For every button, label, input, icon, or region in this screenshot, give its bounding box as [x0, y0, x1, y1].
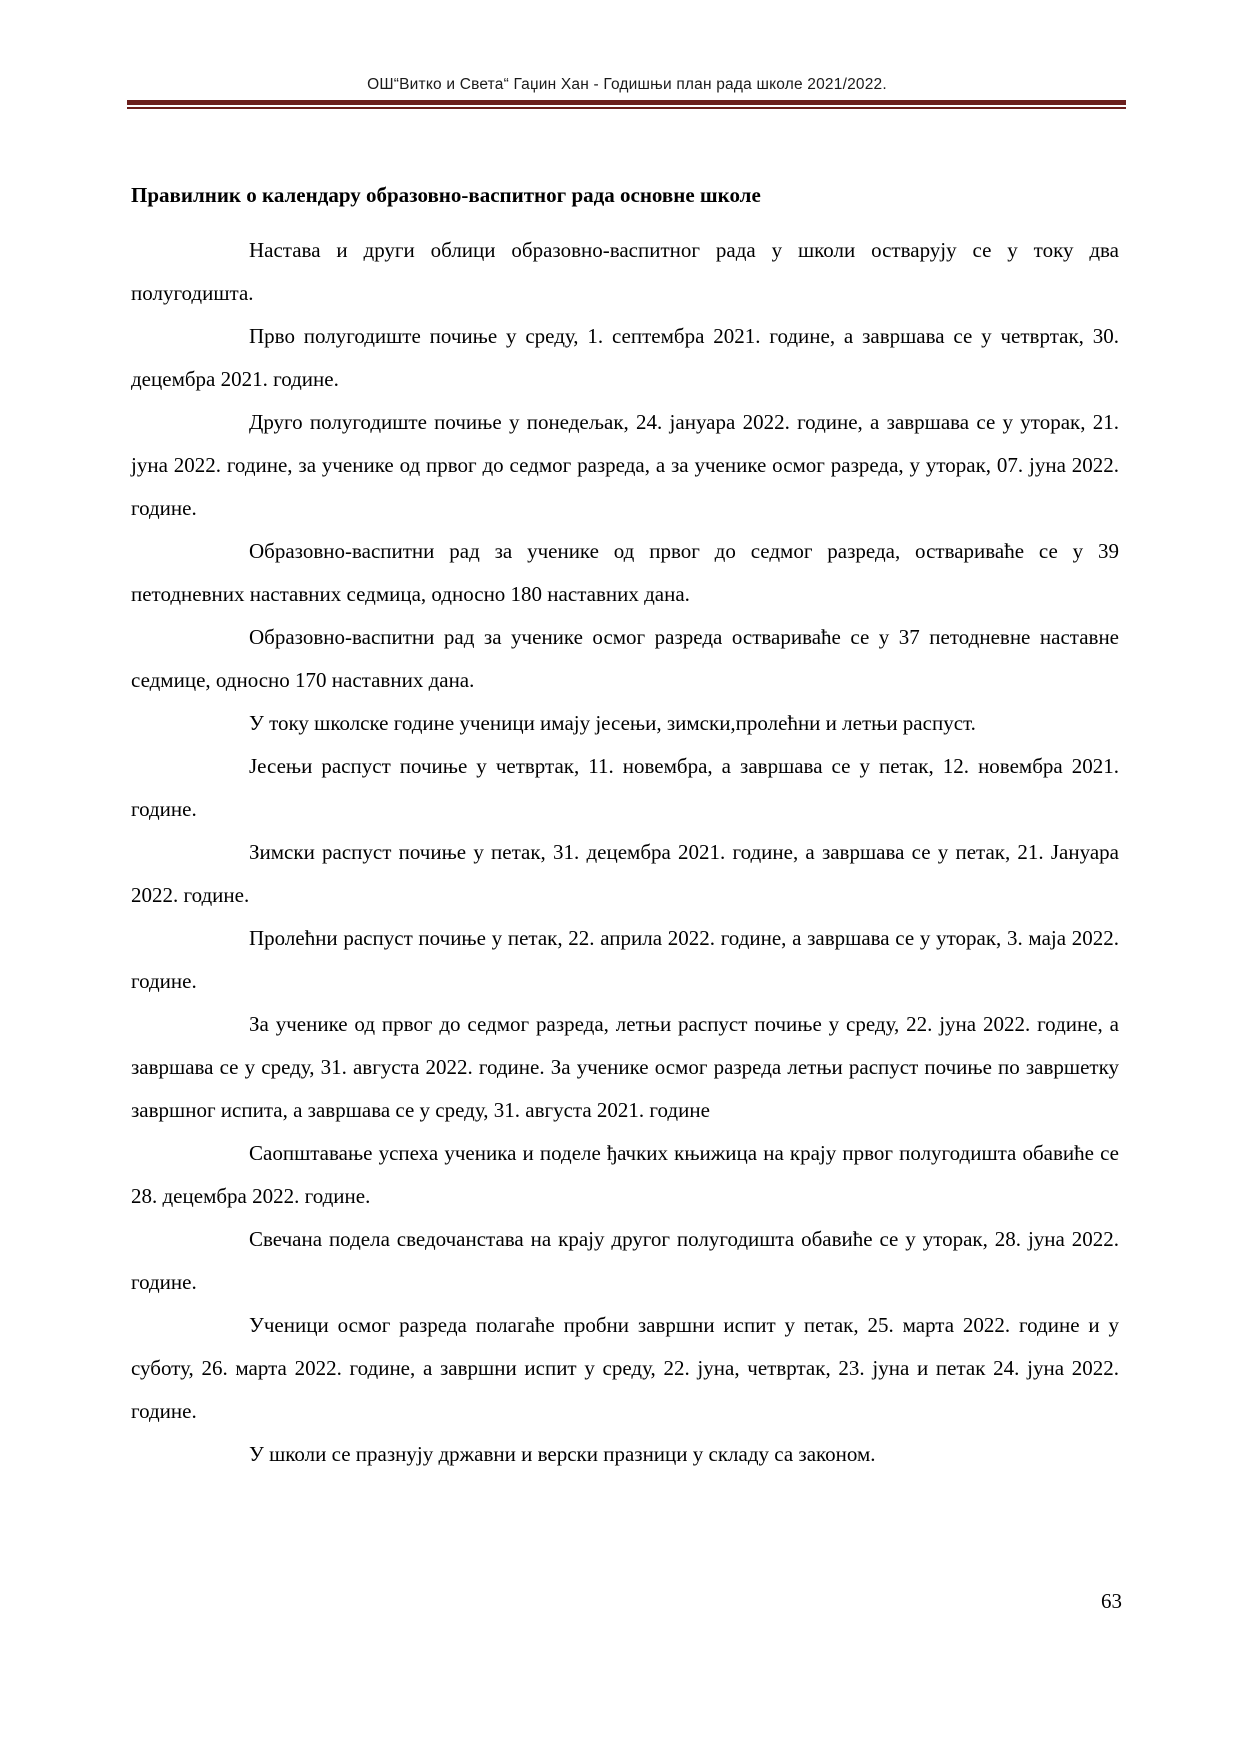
running-header: ОШ“Витко и Света“ Гаџин Хан - Годишњи план рада школе 2021/2022. [367, 76, 887, 93]
header-rule-thin [127, 107, 1126, 109]
paragraph: Образовно-васпитни рад за ученике од првог до седмог разреда, оствариваће се у 39 петодневних наставних седмица, односно 180 наставних дана. [131, 539, 1119, 606]
paragraph: Зимски распуст почиње у петак, 31. децембра 2021. године, а завршава се у петак, 21. Јануара 2022. године. [131, 840, 1119, 907]
page-number: 63 [1101, 1589, 1122, 1613]
paragraph: Свечана подела сведочанстава на крају другог полугодишта обавиће се у уторак, 28. јуна 2022. године. [131, 1227, 1119, 1294]
paragraph: Прво полугодиште почиње у среду, 1. септембра 2021. године, а завршава се у четвртак, 30. децембра 2021. године. [131, 324, 1119, 391]
paragraph: Саопштавање успеха ученика и поделе ђачких књижица на крају првог полугодишта обавиће се 28. децембра 2022. године. [131, 1141, 1119, 1208]
paragraph: Јесењи распуст почиње у четвртак, 11. новембра, а завршава се у петак, 12. новембра 2021. године. [131, 754, 1119, 821]
header-rule-thick [127, 100, 1126, 105]
paragraph: Друго полугодиште почиње у понедељак, 24. јануара 2022. године, а завршава се у уторак, 21. јуна 2022. године, за ученике од првог до седмог разреда, а за ученике осмог разреда, у уторак, 07. јуна 2022. године. [131, 410, 1119, 520]
document-body [131, 180, 1119, 1476]
paragraph: Настава и други облици образовно-васпитног рада у школи остварују се у току два полугодишта. [131, 238, 1119, 305]
paragraph: Образовно-васпитни рад за ученике осмог разреда оствариваће се у 37 петодневне наставне седмице, односно 170 наставних дана. [131, 625, 1119, 692]
section-title: Правилник о календару образовно-васпитног рада основне школе [131, 183, 761, 207]
paragraph: Ученици осмог разреда полагаће пробни завршни испит у петак, 25. марта 2022. године и у суботу, 26. марта 2022. године, а завршни испит у среду, 22. јуна, четвртак, 23. јуна и петак 24. јуна 2022. године. [131, 1313, 1119, 1423]
paragraph: Пролећни распуст почиње у петак, 22. априла 2022. године, а завршава се у уторак, 3. маја 2022. године. [131, 926, 1119, 993]
paragraph: За ученике од првог до седмог разреда, летњи распуст почиње у среду, 22. јуна 2022. године, а завршава се у среду, 31. августа 2022. године. За ученике осмог разреда летњи распуст почиње по завршетку завршног испита, а завршава се у среду, 31. августа 2021. године [131, 1012, 1119, 1122]
paragraph: У току школске године ученици имају јесењи, зимски,пролећни и летњи распуст. [249, 711, 976, 735]
paragraph: У школи се празнују државни и верски празници у складу са законом. [249, 1442, 876, 1466]
